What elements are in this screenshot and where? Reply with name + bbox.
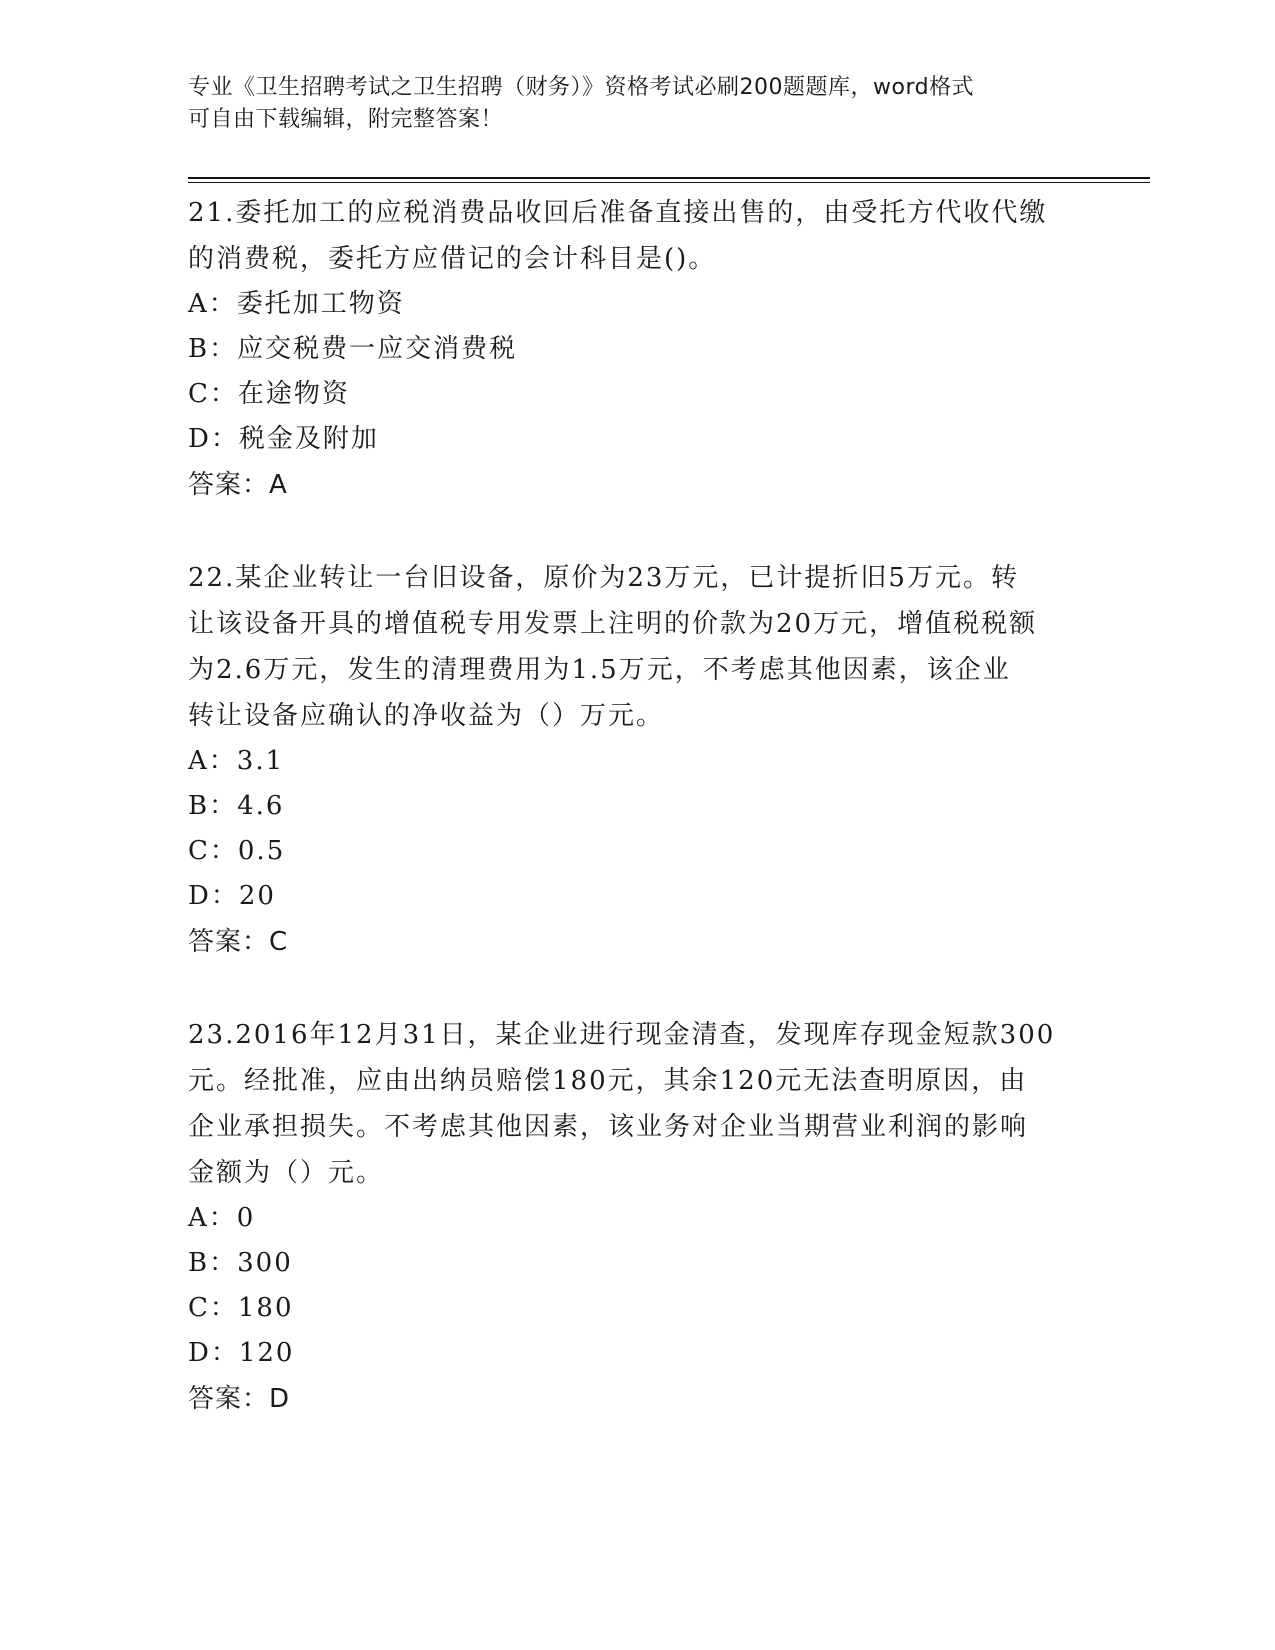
answer-line: 答案：D xyxy=(188,1384,291,1414)
answer-line: 答案：C xyxy=(188,927,289,957)
option-c: C：0.5 xyxy=(188,836,286,866)
question-stem-line: 23.2016年12月31日，某企业进行现金清查，发现库存现金短款300 xyxy=(188,1020,1056,1050)
question-stem-line: 转让设备应确认的净收益为（）万元。 xyxy=(188,701,665,731)
header-rule-thin xyxy=(188,182,1150,183)
question-22 xyxy=(188,555,1088,965)
option-a: A：委托加工物资 xyxy=(188,289,405,319)
question-21 xyxy=(188,190,1088,508)
option-d: D：税金及附加 xyxy=(188,424,379,454)
question-stem-line: 让该设备开具的增值税专用发票上注明的价款为20万元，增值税税额 xyxy=(188,609,1038,639)
option-c: C：在途物资 xyxy=(188,379,350,409)
question-stem-line: 22.某企业转让一台旧设备，原价为23万元，已计提折旧5万元。转 xyxy=(188,563,1019,593)
option-a: A：0 xyxy=(188,1203,256,1233)
option-c: C：180 xyxy=(188,1293,294,1323)
question-23 xyxy=(188,1012,1088,1422)
header-rule-thick xyxy=(188,177,1150,179)
option-b: B：应交税费一应交消费税 xyxy=(188,334,518,364)
question-stem-line: 21.委托加工的应税消费品收回后准备直接出售的，由受托方代收代缴 xyxy=(188,198,1048,228)
question-list xyxy=(188,190,1088,1469)
option-b: B：300 xyxy=(188,1248,293,1278)
header-line-2: 可自由下载编辑，附完整答案！ xyxy=(188,107,504,132)
document-header xyxy=(188,72,1068,136)
header-line-1: 专业《卫生招聘考试之卫生招聘（财务）》资格考试必刷200题题库，word格式 xyxy=(188,75,975,100)
question-stem-line: 的消费税，委托方应借记的会计科目是()。 xyxy=(188,244,717,274)
answer-line: 答案：A xyxy=(188,470,288,500)
question-stem-line: 为2.6万元，发生的清理费用为1.5万元，不考虑其他因素，该企业 xyxy=(188,655,1011,685)
question-stem-line: 金额为（）元。 xyxy=(188,1158,385,1188)
option-d: D：120 xyxy=(188,1338,295,1368)
question-stem-line: 元。经批准，应由出纳员赔偿180元，其余120元无法查明原因，由 xyxy=(188,1066,1028,1096)
option-d: D：20 xyxy=(188,881,276,911)
option-b: B：4.6 xyxy=(188,791,285,821)
option-a: A：3.1 xyxy=(188,746,285,776)
question-stem-line: 企业承担损失。不考虑其他因素，该业务对企业当期营业利润的影响 xyxy=(188,1112,1029,1142)
